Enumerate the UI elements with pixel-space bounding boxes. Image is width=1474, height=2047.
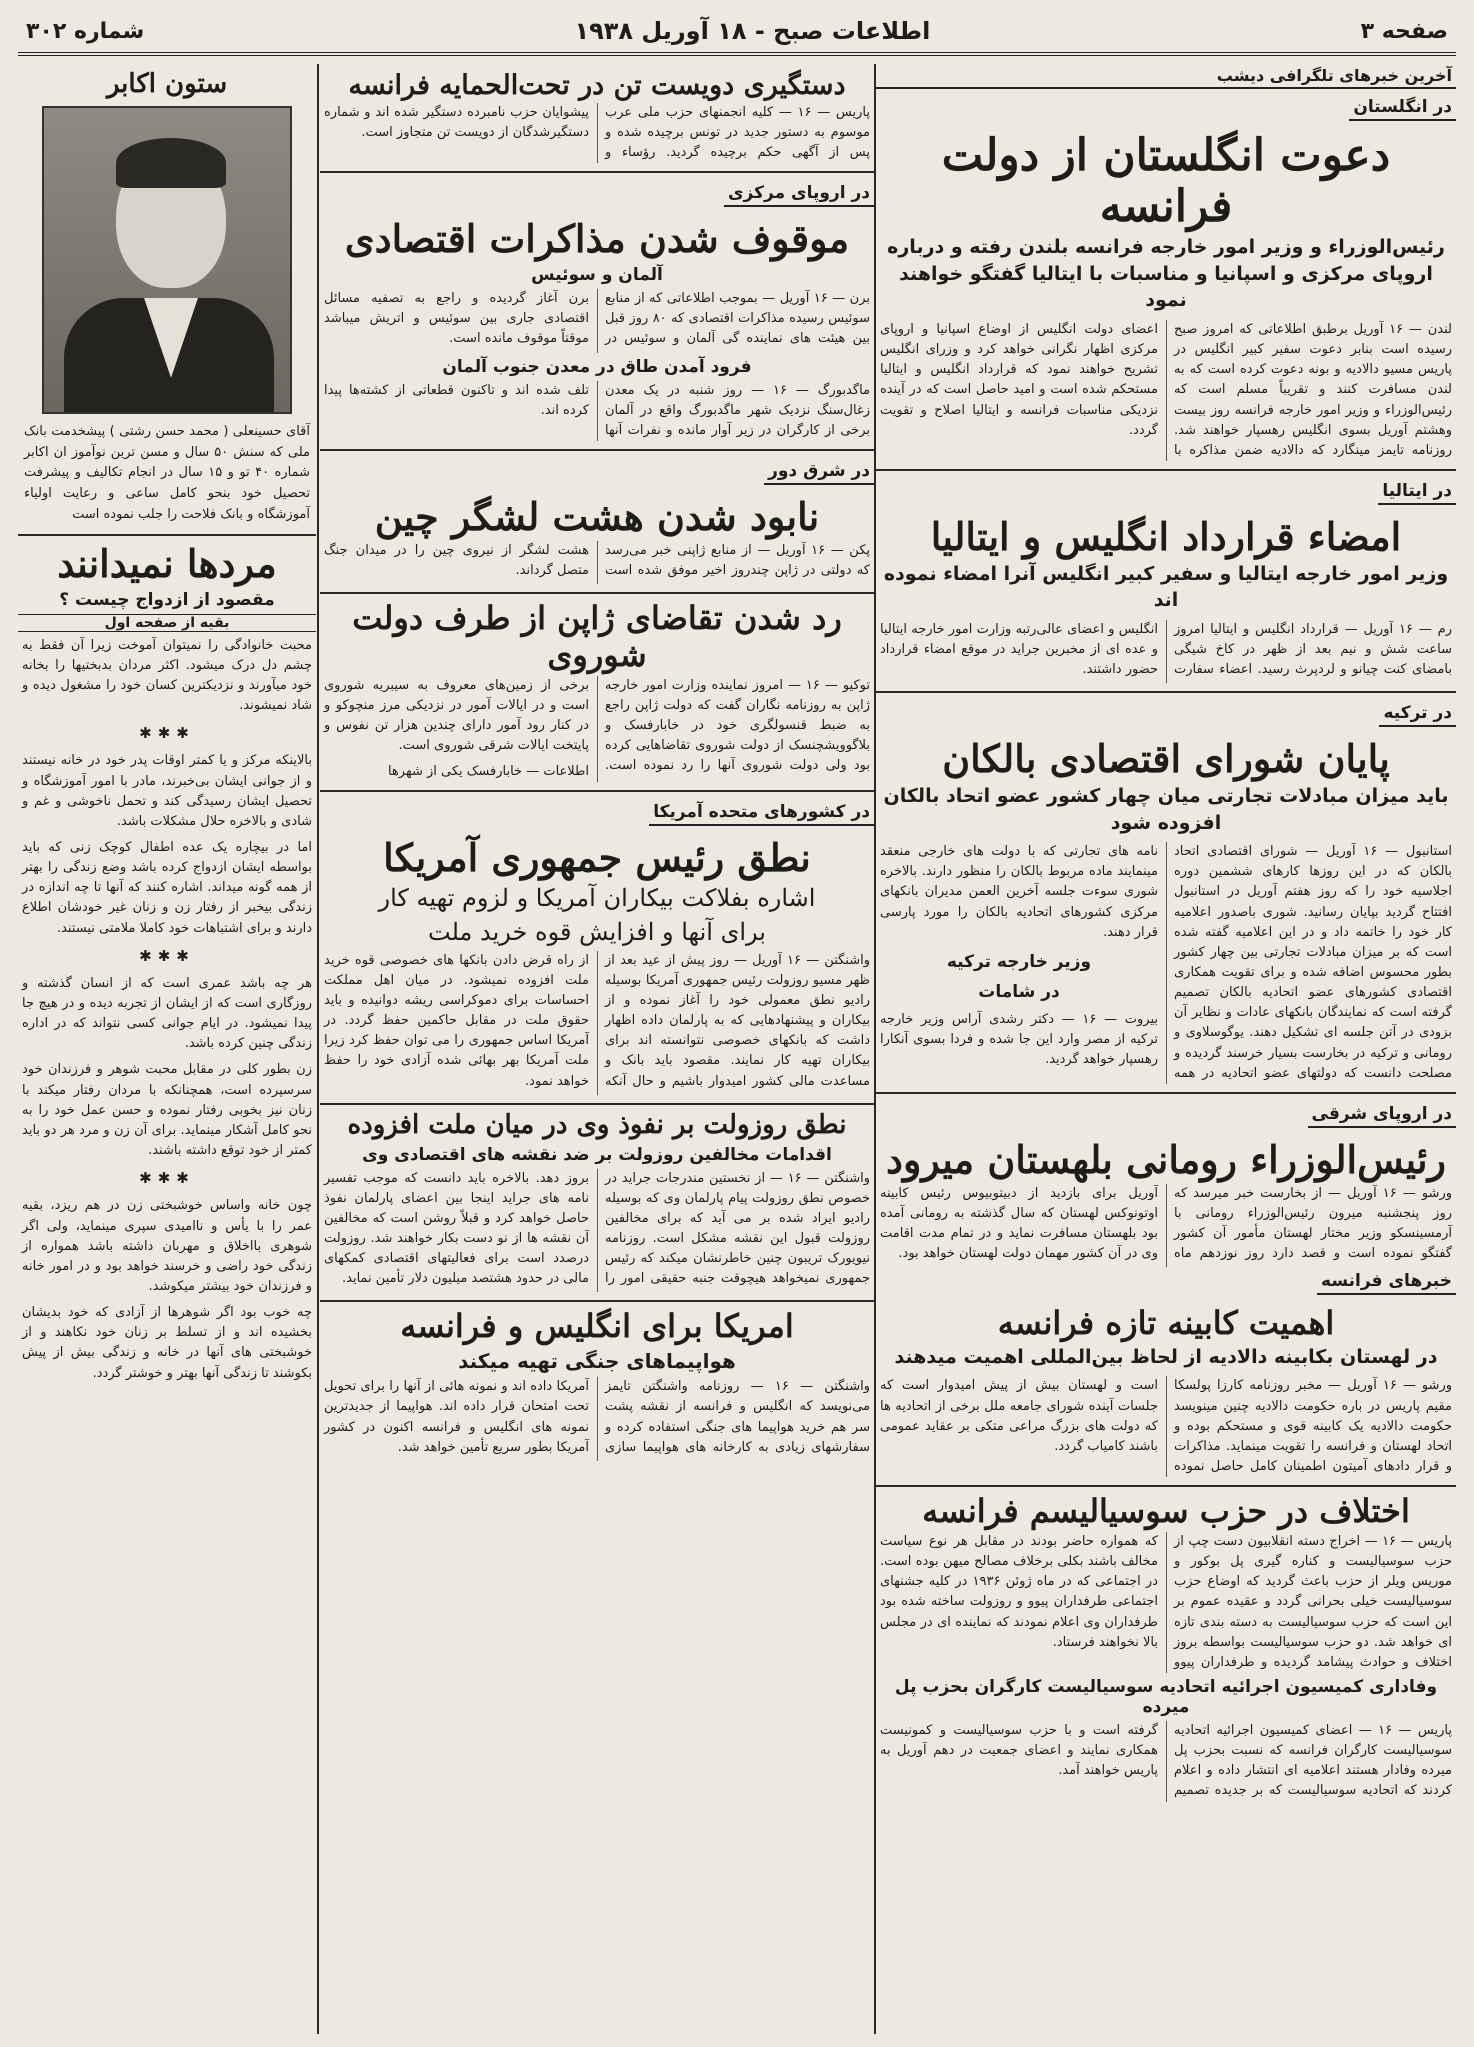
subhead-balkan-council: باید میزان مبادلات تجارتی میان چهار کشور عضو اتحاد بالکان افزوده شود xyxy=(883,784,1449,834)
article-text: چون خانه واساس خوشبختی زن در هم ریزد، بقیه عمر را با یأس و ناامیدی سپری مینماید، ولی اگر شوهری بااخلاق و مهربان داشته باشد همواره از زندگی خود راضی و خرسند خواهد بود و در امور خانه و فرزندان خود بیشتر میکوشد. xyxy=(22,1198,312,1294)
divider xyxy=(320,592,874,594)
article-text: هر چه باشد عمری است که از انسان گذشته و روزگاری است که از ایشان از تجربه دیده و در هیچ جا پیدا نمیشود. در ایام جوانی کسی نتواند که در اداره زندگی چنین کرده باشد. xyxy=(22,975,312,1052)
headline-anglo-italian-pact: امضاء قرارداد انگلیس و ایتالیا xyxy=(930,513,1402,559)
article-text: پاریس — ۱۶ — کلیه انجمنهای حزب ملی عرب موسوم به دستور جدید در تونس برچیده شده و پس از آگهی حکم برچیده گردید. رؤساء و پیشوایان حزب نامبرده دستگیر شده اند و شماره دستگیرشدگان از دویست تن متجاوز است. xyxy=(324,105,870,161)
article-us-president-speech xyxy=(320,951,874,1095)
page-number: صفحه ۳ xyxy=(1360,18,1448,44)
subhead-germany-switzerland: آلمان و سوئیس xyxy=(531,265,663,286)
subhead-unemployed: اشاره بفلاکت بیکاران آمریکا و لزوم تهیه کار xyxy=(378,883,816,912)
star-divider: ✱✱✱ xyxy=(139,724,195,743)
article-text: واشنگتن — ۱۶ — از نخستین مندرجات جراید در خصوص نطق روزولت پیام پارلمان وی که بوسیله رادیو ایراد شده بر می آید که برای مخالفین روزولت قبول این نقشه مشکل است. روزنامه نیویورک تریبون چنین خاطرنشان میکند که رئیس جمهوری نمیخواهد هیچوقت جنبه حقیقی امور را بروز دهد. بالاخره باید دانست که موجب تفسیر نامه های جراید اینجا بین اعضای پارلمان نفوذ حاصل خواهد کرد و قبلاً روشن است که مخالفین آن نقشه ها از نو دست بکار خواهند شد. روزولت درصدد است برای فعالیتهای اقتصادی کمکهای مالی در حدود هشتصد میلیون دلار تأمین نماید. xyxy=(324,1170,870,1287)
subhead-purchasing-power: برای آنها و افزایش قوه خرید ملت xyxy=(428,918,766,947)
article-text: اما در بیچاره یک عده اطفال کوچک زنی که باید بواسطه ایشان ازدواج کرده باشد وضع زندگی را بهتر از همه گونه میداند. اشاره کنند که آنها تا چه اندازه در زندگی بیخبر از رفتار زن و زنان غیر خودشان اطلاع دارند و برای اشتباهات خود کاملا ملامتی نیستند. xyxy=(22,839,312,936)
subhead-marriage: مقصود از ازدواج چیست ؟ xyxy=(59,589,275,610)
left-column xyxy=(18,64,316,2034)
divider xyxy=(876,1485,1456,1487)
article-us-planes xyxy=(320,1377,874,1461)
divider xyxy=(320,1300,874,1302)
headline-us-president-speech: نطق رئیس جمهوری آمریکا xyxy=(383,835,811,881)
newspaper-page xyxy=(18,10,1456,2040)
star-divider: ✱✱✱ xyxy=(139,946,195,965)
headline-balkan-council: پایان شورای اقتصادی بالکان xyxy=(942,736,1390,782)
divider xyxy=(320,1103,874,1105)
article-socialist-loyalty xyxy=(876,1721,1456,1802)
article-text: ورشو — ۱۶ آوریل — مخبر روزنامه کارزا پولسکا مقیم پاریس در باره حکومت دالادیه چنین مینویسد حکومت دالادیه یک کابینه قوی و مستحکم بوده و اتحاد لهستان و فرانسه را تقویت مینماید. مذاکرات و قرار دادهای آمیتون اطمینان کامل حاصل نموده است و لهستان بیش از پیش امیدوار است که جلسات آینده شورای جامعه ملل برخی از اتحادیه ها که دولت های بزرگ مراعی متکی بر عقاید عمومی باشند کامیاب گردد. xyxy=(880,1378,1452,1475)
subhead-socialist-loyalty: وفاداری کمیسیون اجرائیه اتحادیه سوسیالیست کارگران بحزب پل میرده xyxy=(894,1676,1438,1717)
article-text: ورشو — ۱۶ آوریل — از بخارست خبر میرسد که روز پنجشنبه میرون رئیس‌الوزراء رومانی با آرمسینسکو وزیر مختار لهستان مأمور آن کشور گفتگو نموده است و قصد دارد روز نوزدهم ماه آوریل برای بازدید از دبیتوبیوس رئیس کابینه اوتونوکس لهستان که سال گذشته به رومانی آمده بود بلهستان مسافرت نماید و در تمام مدت اقامت وی در آن کشور مهمان دولت لهستان خواهد بود. xyxy=(880,1185,1452,1261)
article-text: واشنگتن — ۱۶ آوریل — روز پیش از عید بعد از ظهر مسیو روزولت رئیس جمهوری آمریکا بوسیله رادیو نطق معمولی خود را آغاز نموده و از بیکاران و پیشنهادهایی که به پارلمان داده اظهار داشت که بانکهای خصوصی نتوانسته اند برای بیکاران تهیه کار نمایند. مقصود باید بانک و مساعدت مالی کشور امیدوار باشیم و حال آنکه از راه قرض دادن بانکها های خصوصی قوه خرید ملت افزوده نمیشود. در میان اهل مملکت احساسات برای دموکراسی ریشه دوانیده و باید حقوق ملت در مقابل حاکمین حفظ گردد. در آمریکا اساس جمهوری را می توان حفظ کرد زیرا ملت آمریکا بهر بهائی شده آزادی خود را حفظ خواهد نمود. xyxy=(324,952,871,1089)
article-men-dont-know xyxy=(18,636,316,1384)
divider xyxy=(876,691,1456,693)
section-label: در کشورهای متحده آمریکا xyxy=(649,802,874,826)
portrait-photo xyxy=(42,106,292,414)
subhead-roosevelt-opponents: اقدامات مخالفین روزولت بر ضد نقشه های اقتصادی وی xyxy=(362,1144,832,1165)
subhead-turkish-minister: وزیر خارجه ترکیه xyxy=(946,951,1092,972)
subhead-england-invitation: رئیس‌الوزراء و وزیر امور خارجه فرانسه بلندن رفته و درباره اروپای مرکزی و اسپانیا و مناسبات با ایتالیا گفتگو خواهند نمود xyxy=(887,236,1445,312)
headline-england-invitation: دعوت انگلستان از دولت فرانسه xyxy=(941,130,1391,232)
column-rule-left xyxy=(317,64,319,2034)
headline-chinese-divisions: نابود شدن هشت لشگر چین xyxy=(374,494,820,539)
headline-french-socialist-rift: اختلاف در حزب سوسیالیسم فرانسه xyxy=(922,1492,1410,1531)
article-note: اطلاعات — خابارفسک یکی از شهرها xyxy=(387,764,589,780)
divider xyxy=(18,534,316,536)
issue-number: شماره ۳۰۲ xyxy=(26,18,145,44)
subhead-french-cabinet: در لهستان بکابینه دالادیه از لحاظ بین‌المللی اهمیت میدهند xyxy=(894,1345,1438,1368)
article-england-invitation xyxy=(876,320,1456,461)
star-divider: ✱✱✱ xyxy=(139,1169,195,1188)
section-label: در ایتالیا xyxy=(1378,481,1456,505)
photo-caption: آقای حسینعلی ( محمد حسن رشتی ) پیشخدمت بانک ملی که سنش ۵۰ سال و مسن ترین نوآموز ان اکابر شماره ۴۰ تو و ۱۵ سال در انجام تکالیف و پیشرفت تحصیل خود بنحو کامل ساعی و رعایت اولیاء آموزشگاه و بانک فلاحت را جلب نموده است xyxy=(24,423,310,523)
headline-french-cabinet: اهمیت کابینه تازه فرانسه xyxy=(997,1304,1335,1343)
headline-romanian-pm: رئیس‌الوزراء رومانی بلهستان میرود xyxy=(886,1136,1446,1182)
headline-japan-request-rejected: رد شدن تقاضای ژاپن از طرف دولت شوروی xyxy=(352,598,842,674)
article-text: بیروت — ۱۶ — دکتر رشدی آراس وزیر خارجه ترکیه از مصر وارد این جا شده و فردا بسوی آنکارا رهسپار خواهد گردید. xyxy=(880,1011,1158,1067)
article-text: بالاینکه مرکز و یا کمتر اوقات پدر خود در خانه نیستند و از جوانی ایشان بی‌خبرند، مادر با امور آموزشگاه و تحصیل ایشان رسیدگی کند و تحمل ناخوشی و غم و شادی و بالاخره حلال مشکلات باشد. xyxy=(22,753,312,829)
article-text: پاریس — ۱۶ — اعضای کمیسیون اجرائیه اتحادیه سوسیالیست کارگران فرانسه که نسبت بحزب پل میرده وفادار هستند اعلامیه ای انتشار داده و اعلام کردند که اتحادیه سوسیالیست که بر جدیده تصمیم گرفته است و با حزب سوسیالیست و کمونیست همکاری نمایند و اعضای جمعیت در دهم آوریل به پاریس خواهند آمد. xyxy=(880,1722,1452,1799)
article-anglo-italian-pact xyxy=(876,620,1456,683)
article-text: رم — ۱۶ آوریل — قرارداد انگلیس و ایتالیا امروز ساعت شش و نیم بعد از ظهر در کاخ شیگی بامضای کنت چیانو و لردپرث رسید. اعضاء سفارت انگلیس و اعضای عالی‌رتبه وزارت امور خارجه ایتالیا و عده ای از مخبرین جراید در موقع امضاء قرارداد حضور داشتند. xyxy=(880,621,1452,678)
article-japan-request-rejected xyxy=(320,676,874,783)
right-column xyxy=(876,64,1456,2034)
article-text: واشنگتن — ۱۶ — روزنامه واشنگتن تایمز می‌نویسد که انگلیس و فرانسه از نقشه پشت سر هم خرید هواپیما های جنگی استفاده کرده و سفارشهای زیادی به کارخانه های هواپیما سازی آمریکا داده اند و نمونه هائی از آنها را برای تحویل تحت امتحان قرار داده اند. هواپیما از جدیدترین نمونه های انگلیس و فرانسه اکنون در کشور آمریکا بطور سریع تأمین خواهد شد. xyxy=(324,1379,871,1455)
article-text: پاریس — ۱۶ — اخراج دسته انقلابیون دست چپ از حزب سوسیالیست و کناره گیری پل بوکور و موریس ویلر از حزب باعث گردید که اوضاع حزب سوسیالیست خیلی بحرانی گردد و عقیده عموم بر این است که حزب سوسیالیست به دسته بندی تازه ای خواهد شد. دو حزب سوسیالیست بواسطه بروز اختلاف و حوادث پیشامد گردیده و طرفداران پیوو که همواره حاضر بودند در مقابل هر نوع سیاست مخالف باشند بکلی برخلاف مصالح میهن بوده است. در اجتماعی که در ماه ژوئن ۱۹۳۶ در کلیه جشنهای اجتماعی طرفداران پیوو و روزولت ساخته شده بود طرفداران وی اعلام نمودند که نماینده ای در مجلس بالا نخواهند فرستاد. xyxy=(880,1533,1452,1670)
section-label: در اروپای شرقی xyxy=(1308,1104,1457,1128)
section-label: در شرق دور xyxy=(764,461,874,485)
section-label: خبرهای فرانسه xyxy=(1317,1271,1456,1295)
article-text: برن — ۱۶ آوریل — بموجب اطلاعاتی که از منابع سوئیس رسیده مذاکرات اقتصادی که ۸۰ روز قبل بین هیئت های نماینده گی آلمان و سوئیس در برن آغاز گردیده و راجع به تصفیه مسائل اقتصادی جاری بین سوئیس و اتریش میباشد موقتاً موقوف مانده است. xyxy=(324,291,870,347)
divider xyxy=(320,171,874,173)
article-text: چه خوب بود اگر شوهرها از آزادی که خود بدیشان بخشیده اند و از تسلط بر زنان خود نکاهند و از خوشبختی های آنها در خانه و زندگی بیش از پیش بکوشند تا زندگی آنها بهتر و خوشتر گردد. xyxy=(22,1305,312,1381)
divider xyxy=(876,469,1456,471)
headline-us-planes: امریکا برای انگلیس و فرانسه xyxy=(400,1307,794,1346)
article-chinese-divisions xyxy=(320,541,874,584)
section-label: در اروپای مرکزی xyxy=(724,183,874,207)
article-economic-talks xyxy=(320,289,874,352)
section-label: در انگلستان xyxy=(1349,97,1456,121)
article-balkan-council xyxy=(876,842,1456,1084)
article-text: زن بطور کلی در مقابل محبت شوهر و فرزندان خود سرسپرده است، همچنانکه با مردان رفتار میکند با زنان نیز بخوبی رفتار نموده و حسن عمل خود را به نحو کامل آشکار مینماید. برای آن زن و مرد هر دو باید کمتر از خود توقع داشته باشند. xyxy=(22,1062,312,1159)
telegraph-banner: آخرین خبرهای تلگرافی دیشب xyxy=(876,64,1456,89)
article-text: لندن — ۱۶ آوریل برطبق اطلاعاتی که امروز صبح رسیده است بنابر دعوت سفیر کبیر انگلیس در پاریس مسیو دالادیه و بونه دعوت کرده است که به لندن مسافرت کنند و تقریباً مسلم است که رئیس‌الوزراء و وزیر امور خارجه فرانسه روز بیست وهشتم آوریل بسوی انگلیس رهسپار خواهند شد. روزنامه تایمز مینگارد که دالادیه ضمن مذاکره با اعضای دولت انگلیس از اوضاع اسپانیا و اروپای مرکزی اظهار نگرانی خواهد کرد و وزرای انگلیس تشریح خواهند نمود که قرارداد انگلیس و ایتالیا مستحکم شده است و امید حاصل است که در آینده نزدیکی مناسبات فرانسه و ایتالیا اصلاح و تقویت گردد. xyxy=(880,321,1452,458)
masthead xyxy=(18,10,1456,56)
article-romanian-pm xyxy=(876,1184,1456,1268)
subhead-mine-collapse: فرود آمدن طاق در معدن جنوب آلمان xyxy=(442,356,752,377)
article-text: ماگدبورگ — ۱۶ — روز شنبه در یک معدن زغال‌سنگ نزدیک شهر ماگدبورگ واقع در آلمان برخی از کارگران در زیر آوار مانده و نفرات آنها تلف شده اند و تاکنون قطعاتی از کشته‌ها پیدا کرده اند. xyxy=(324,382,870,438)
subhead-us-planes: هواپیماهای جنگی تهیه میکند xyxy=(458,1349,736,1374)
divider xyxy=(320,449,874,451)
section-label: در ترکیه xyxy=(1379,703,1456,727)
article-text: توکیو — ۱۶ — امروز نماینده وزارت امور خارجه ژاپن به روزنامه نگاران گفت که دولت ژاپن راجع به ضبط قنسولگری خود در خابارفسک و بلاگوویشچنسک از دولت شوروی تقاضاهایی کرده بود ولی دولت شوروی آنها را رد نموده است. برخی از زمین‌های معروف به سیبریه شوروی است و در ایالات آمور در نزدیکی مرز منچوکو و در کنار رود آمور دارای چندین هزار تن نفوس و پایتخت ایالات شرقی شوروی است. xyxy=(324,677,870,774)
headline-roosevelt-influence: نطق روزولت بر نفوذ وی در میان ملت افزوده xyxy=(347,1109,847,1140)
article-text: محبت خانوادگی را نمیتوان آموخت زیرا آن فقط به چشم دل درک میشود. اکثر مردان بدبختیها را بخانه خود میآورند و نزدیکترین کسان خود را مشغول دیده و شاد نمیشوند. xyxy=(22,637,312,713)
article-text: پکن — ۱۶ آوریل — از منابع ژاپنی خبر می‌رسد که دولتی در ژاپن چندروز اخیر موفق شده است هشت لشگر از نیروی چین را در میدان جنگ متصل گرداند. xyxy=(324,542,870,578)
continued-note: بقیه از صفحه اول xyxy=(18,614,316,632)
subhead-levant: در شامات xyxy=(978,982,1060,1003)
headline-tunisia-arrests: دستگیری دویست تن در تحت‌الحمایه فرانسه xyxy=(348,70,846,101)
article-text: استانبول — ۱۶ آوریل — شورای اقتصادی اتحاد بالکان که در این روزها کارهای ششمین دوره اجلاسیه خود را که روز هفتم آوریل در استانبول افتتاح گردید بپایان رسانید. شوری باصدور اعلامیه کار خود را خاتمه داد و در این اعلامیه گفته شده است که بر میزان مبادلات تجارتی بین چهار کشور بطور محسوس اضافه شده و برای تقویت همکاری اقتصادی کشورهای عضو اتحادیه بالکان تصمیم گرفته است که نمایندگان بانکهای عادات و نظایر آن بزودی در آتن جلسه ای تشکیل دهند. یوگوسلاوی و رومانی و ترکیه در بخارست بسیار خرسند گردیده و مصلحت دانست که دولتهای عضو اتحادیه در همه نامه های تجارتی که با دولت های خارجی منعقد مینمایند ماده مربوط بالکان را منظور دارند. بالاخره شوری سوءت جلسه آخرین العمن مدیران بانکهای مرکزی کشورهای اتحادیه بالکان را مورد پارسی قرار دهند. xyxy=(880,844,1452,1081)
article-mine-collapse xyxy=(320,381,874,441)
divider xyxy=(320,790,874,792)
headline-economic-talks: موقوف شدن مذاکرات اقتصادی xyxy=(344,216,850,262)
article-tunisia-arrests xyxy=(320,103,874,163)
middle-column xyxy=(320,64,874,2034)
column-title: ستون اکابر xyxy=(106,69,228,99)
paper-title-date: اطلاعات صبح - ۱۸ آوریل ۱۹۳۸ xyxy=(574,17,931,45)
subhead-anglo-italian-pact: وزیر امور خارجه ایتالیا و سفیر کبیر انگلیس آنرا امضاء نموده اند xyxy=(883,562,1449,612)
article-french-socialist-rift xyxy=(876,1532,1456,1673)
divider xyxy=(876,1092,1456,1094)
article-roosevelt-influence xyxy=(320,1169,874,1293)
article-french-cabinet xyxy=(876,1376,1456,1477)
headline-men-dont-know: مردها نمیدانند xyxy=(57,540,277,586)
